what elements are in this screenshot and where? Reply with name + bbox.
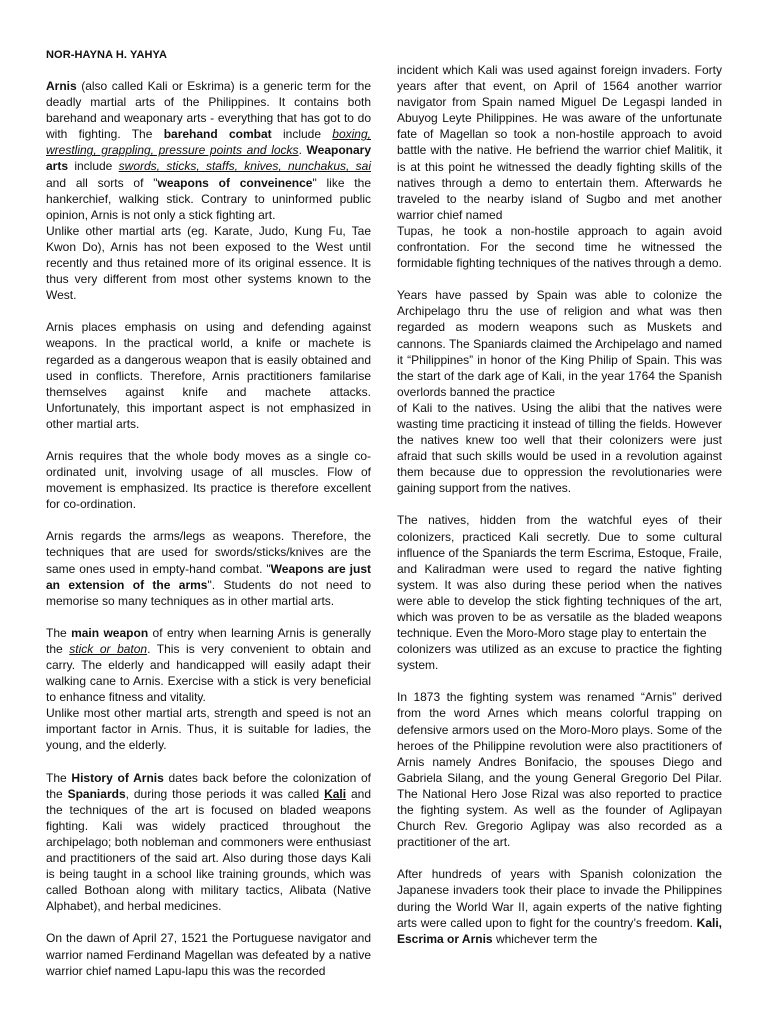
paragraph-main-weapon: The main weapon of entry when learning Arnis is generally the stick or baton. This is very convenient to obtain and carry. The elderly and handicapped will easily adapt their walking cane to Arnis. Exercise with a stick is very beneficial to enhance fitness and vitality. [46,625,372,705]
paragraph-arms-legs: Arnis regards the arms/legs as weapons. Therefore, the techniques that are used for swords/sticks/knives are the same ones used in empty-hand combat. "Weapons are just an extension of the arms". Students do not need to memorise so many techniques as in other martial arts. [46,529,371,608]
paragraph-magellan: On the dawn of April 27, 1521 the Portuguese navigator and warrior named Ferdinand Magellan was defeated by a native warrior chief named Lapu-lapu this was the recorded [46,931,371,978]
paragraph-japanese: After hundreds of years with Spanish colonization the Japanese invaders took their place to invade the Philippines during the World War II, again experts of the native fighting arts were called upon to fight for the country’s freedom. Kali, Escrima or Arnis whichever term the [397,867,722,946]
author-name: NOR-HAYNA H. YAHYA [46,49,168,61]
paragraph-ban: of Kali to the natives. Using the alibi that the natives were wasting time practicing it instead of tilling the fields. However the natives knew too well that their colonizers were just afraid that such skills would be used in a revolution against them because due to oppression the revolutionaries were gaining support from the natives. [397,400,722,496]
paragraph-tupas: Tupas, he took a non-hostile approach to again avoid confrontation. For the second time he witnessed the formidable fighting techniques of the natives through a demo. [397,223,722,271]
paragraph-unlike-other-arts: Unlike other martial arts (eg. Karate, Judo, Kung Fu, Tae Kwon Do), Arnis has not been exposed to the West until recently and thus retained more of its original essence. It is thus very different from most other systems known to the West. [46,223,371,303]
paragraph-moro-moro: colonizers was utilized as an excuse to practice the fighting system. [397,642,722,673]
paragraph-emphasis-weapons: Arnis places emphasis on using and defending against weapons. In the practical world, a knife or machete is regarded as a dangerous weapon that is easily obtained and used in conflicts. Therefore, Arnis practitioners familarise themselves against knife and machete attacks. Unfortunately, this important aspect is not emphasized in other martial arts. [46,320,371,431]
paragraph-colonize: Years have passed by Spain was able to colonize the Archipelago thru the use of religion and what was then regarded as modern weapons such as Muskets and cannons. The Spaniards claimed the Archipelago and named it “Philippines” in honor of the King Philip of Spain. This was the start of the dark age of Kali, in the year 1764 the Spanish overlords banned the practice [397,288,722,399]
right-column [397,62,722,947]
left-column [46,78,371,979]
paragraph-arnis-intro: Arnis (also called Kali or Eskrima) is a generic term for the deadly martial arts of the Philippines. It contains both barehand and weaponary arts - everything that has got to do with fighting. The barehand combat include boxing, wrestling, grappling, pressure points and locks. Weaponary arts include swords, sticks, staffs, knives, nunchakus, sai and all sorts of "weapons of conveinence" like the hankerchief, walking stick. Contrary to uninformed public opinion, Arnis is not only a stick fighting art. [46,79,371,222]
paragraph-whole-body: Arnis requires that the whole body moves as a single co-ordinated unit, involving usage of all muscles. Flow of movement is emphasized. Its practice is therefore excellent for co-ordination. [46,448,371,512]
paragraph-secret-practice: The natives, hidden from the watchful eyes of their colonizers, practiced Kali secretly. Due to some cultural influence of the Spaniards the term Escrima, Estoque, Fraile, and Kaliradman were used to regard the native fighting system. It was also during these period when the natives were able to develop the stick fighting techniques of the art, which was proven to be as versatile as the bladed weapons technique. Even the Moro-Moro stage play to entertain the [397,513,722,641]
paragraph-strength-speed: Unlike most other martial arts, strength and speed is not an important factor in Arnis. Thus, it is suitable for ladies, the young, and the elderly. [46,706,371,753]
paragraph-legaspi: incident which Kali was used against foreign invaders. Forty years after that event, on April of 1564 another warrior navigator from Spain named Miguel De Legaspi landed in Abuyog Leyte Philippines. He was aware of the unfortunate fate of Magellan so took a non-hostile approach to avoid battle with the native. He befriend the warrior chief Malitik, it is at this point he witnessed the deadly fighting skills of the natives through a demo to entertain them. Afterwards he traveled to the nearby island of Sugbo and met another warrior chief named [397,63,722,222]
paragraph-1873: In 1873 the fighting system was renamed “Arnis” derived from the word Arnes which means colorful trapping on defensive armors used on the Moro-Moro plays. Some of the heroes of the Philippine revolution were also practitioners of Arnis namely Andres Bonifacio, the spouses Diego and Gabriela Silang, and the young General Gregorio Del Pilar. The National Hero Jose Rizal was also reported to practice the fighting system. As well as the founder of Aglipayan Church Rev. Gregorio Aglipay was also recorded as a practitioner of the art. [397,690,722,850]
paragraph-history: The History of Arnis dates back before the colonization of the Spaniards, during those periods it was called Kali and the techniques of the art is focused on bladed weapons fighting. Kali was widely practiced throughout the archipelago; both nobleman and commoners were enthusiast and practitioners of the said art. Also during those days Kali is being taught in a school like training grounds, which was called Bothoan along with military tactics, Alibata (Native Alphabet), and herbal medicines. [46,770,372,914]
